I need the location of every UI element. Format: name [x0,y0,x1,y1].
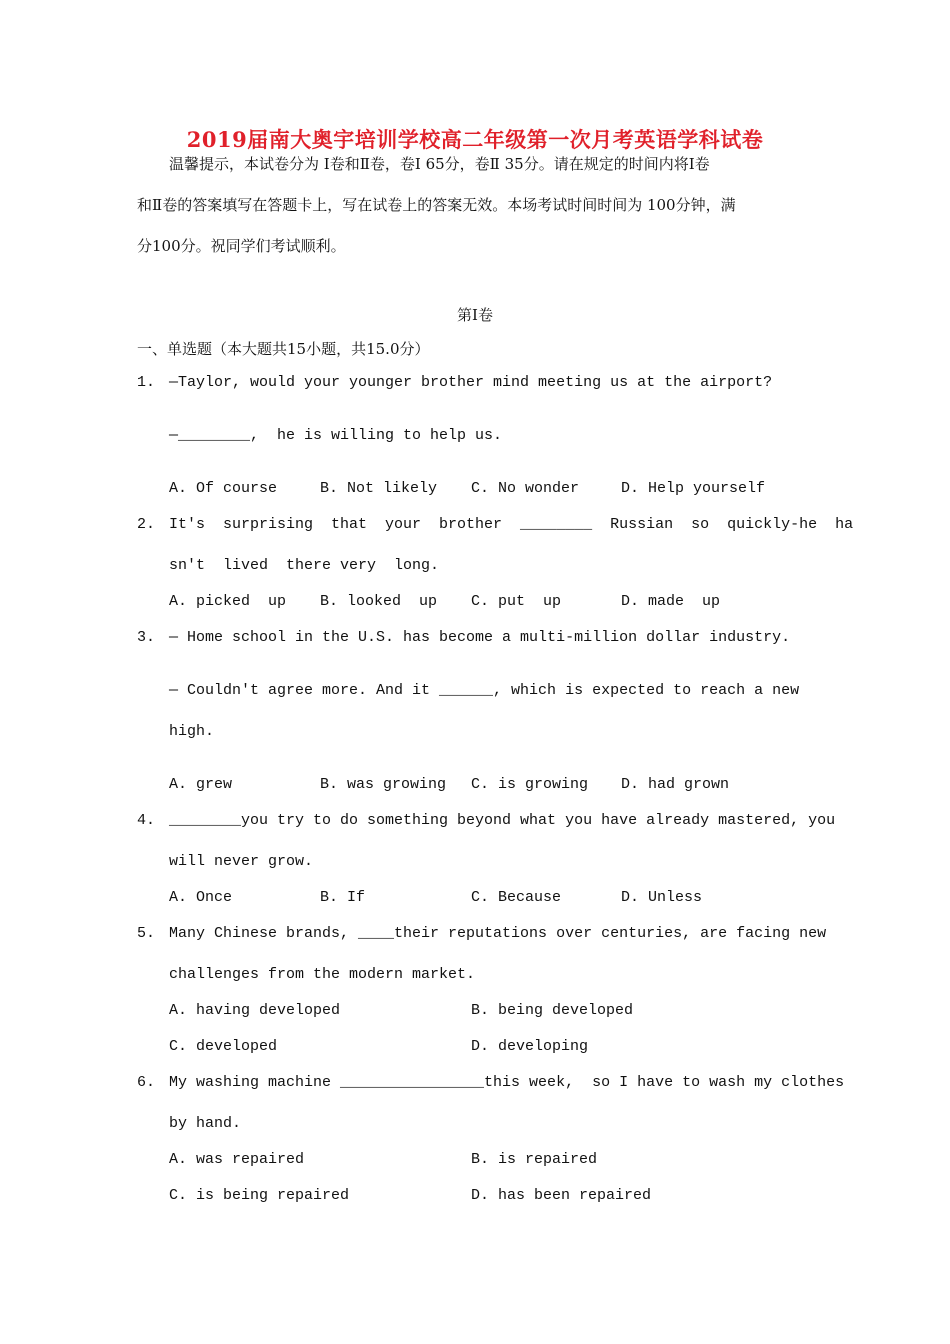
question-text: ________you try to do something beyond what you have already mastered, you [169,812,836,829]
question-text: —________, he is willing to help us. [169,427,503,444]
notice-line-3: 分100分。祝同学们考试顺利。 [137,237,346,255]
question-text: — Home school in the U.S. has become a multi-million dollar industry. [169,629,791,646]
question-text: Many Chinese brands, ____their reputations over centuries, are facing new [169,925,827,942]
option-d: D. has been repaired [471,1187,652,1204]
notice-line-2: 和Ⅱ卷的答案填写在答题卡上，写在试卷上的答案无效。本场考试时间时间为 100分钟，满 [137,196,736,214]
question-text: challenges from the modern market. [169,966,476,983]
notice-line-1: 温馨提示，本试卷分为 Ⅰ卷和Ⅱ卷，卷Ⅰ 65分，卷Ⅱ 35分。请在规定的时间内将Ⅰ卷 [169,155,710,173]
option-a: A. grew [169,776,233,793]
question-number: 4. [137,812,156,829]
option-c: C. is growing [471,776,589,793]
option-a: A. picked up [169,593,287,610]
question-text: by hand. [169,1115,242,1132]
question-number: 3. [137,629,156,646]
option-a: A. having developed [169,1002,341,1019]
question-number: 2. [137,516,156,533]
option-b: B. If [320,889,366,906]
question-number: 1. [137,374,156,391]
option-c: C. Because [471,889,562,906]
part-title: 第Ⅰ卷 [457,306,493,324]
option-a: A. Of course [169,480,278,497]
question-text: high. [169,723,215,740]
option-b: B. being developed [471,1002,634,1019]
section-title: 一、单选题（本大题共15小题，共15.0分） [137,340,430,358]
option-b: B. is repaired [471,1151,598,1168]
option-c: C. No wonder [471,480,580,497]
option-d: D. had grown [621,776,730,793]
question-text: It's surprising that your brother ________ Russian so quickly-he ha [169,516,854,533]
question-number: 6. [137,1074,156,1091]
option-c: C. is being repaired [169,1187,350,1204]
option-c: C. put up [471,593,562,610]
option-d: D. Help yourself [621,480,766,497]
option-d: D. developing [471,1038,589,1055]
option-b: B. looked up [320,593,438,610]
question-text: — Couldn't agree more. And it ______, which is expected to reach a new [169,682,800,699]
option-b: B. was growing [320,776,447,793]
option-b: B. Not likely [320,480,438,497]
question-text: will never grow. [169,853,314,870]
option-d: D. Unless [621,889,703,906]
question-text: sn't lived there very long. [169,557,440,574]
option-a: A. was repaired [169,1151,305,1168]
question-number: 5. [137,925,156,942]
option-d: D. made up [621,593,721,610]
question-text: —Taylor, would your younger brother mind meeting us at the airport? [169,374,773,391]
option-a: A. Once [169,889,233,906]
option-c: C. developed [169,1038,278,1055]
exam-title: 2019届南大奥宇培训学校高二年级第一次月考英语学科试卷 [186,127,764,152]
question-text: My washing machine ________________this week, so I have to wash my clothes [169,1074,845,1091]
